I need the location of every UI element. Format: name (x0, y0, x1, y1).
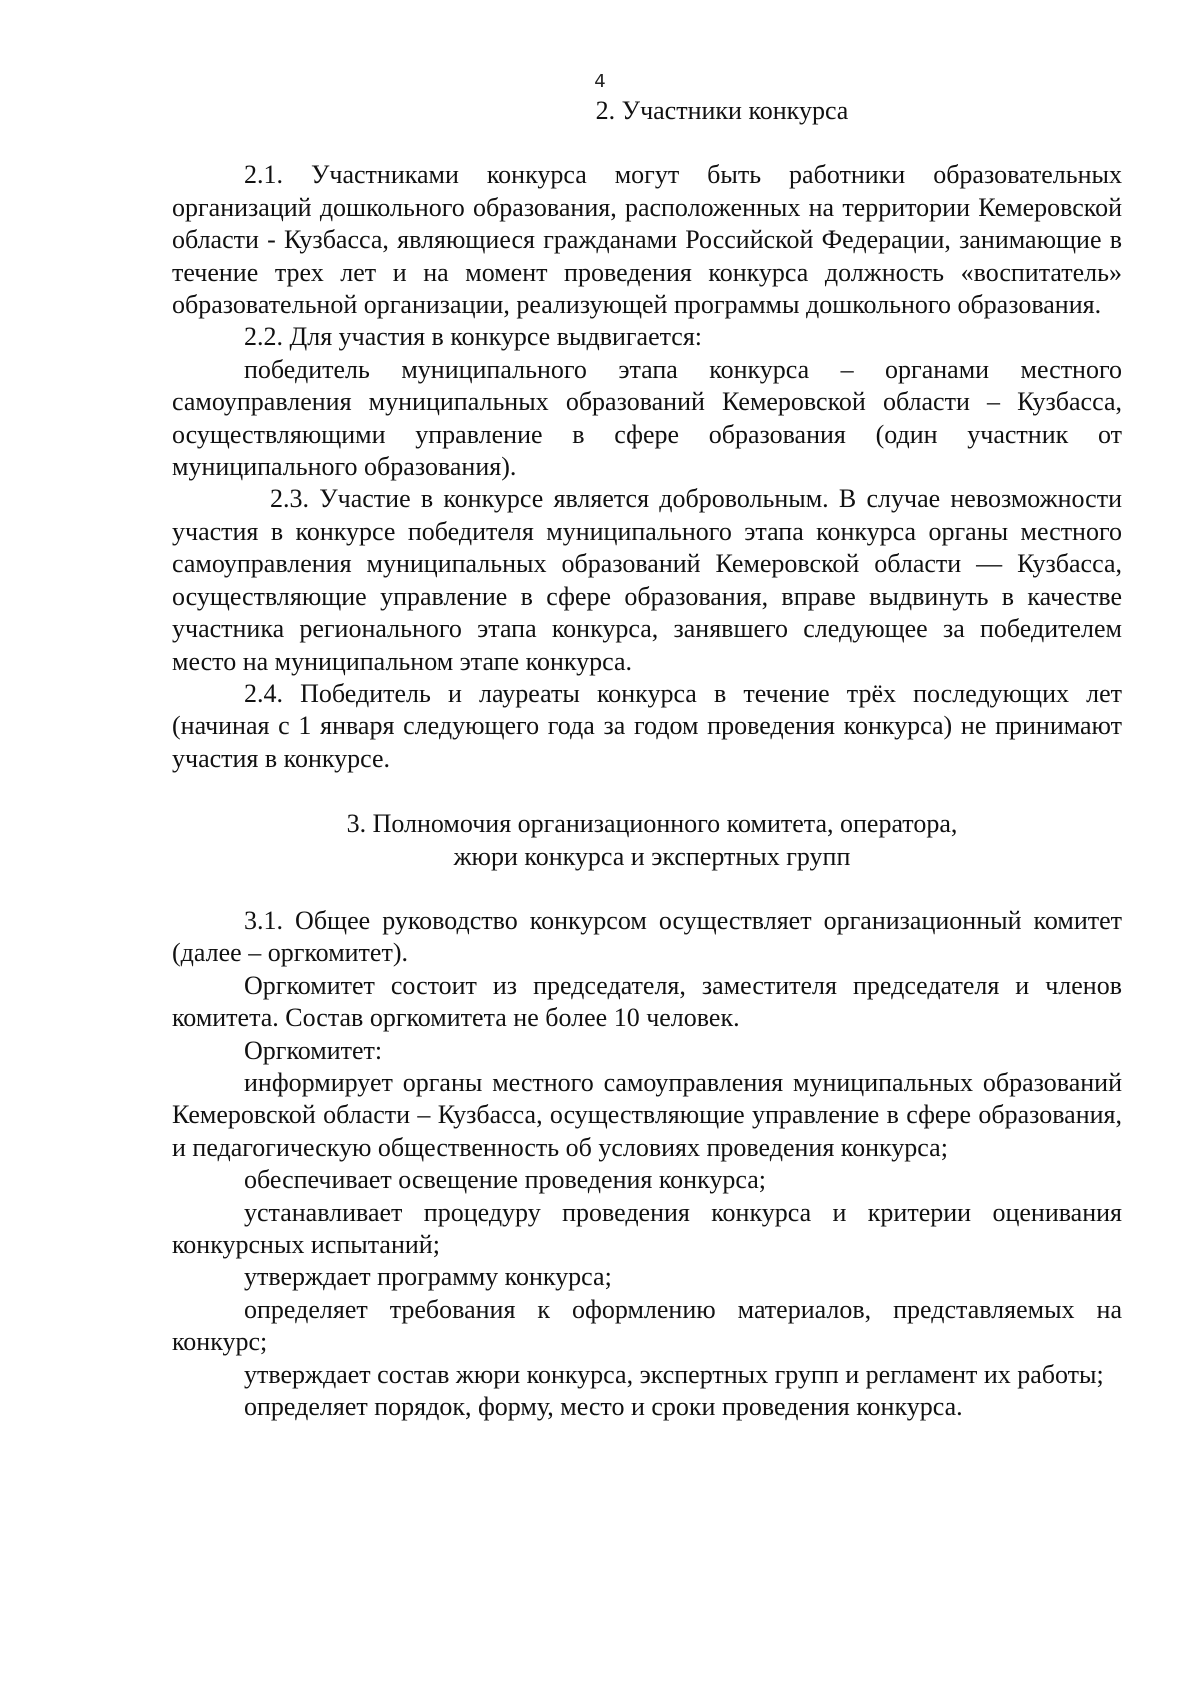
paragraph-committee-composition: Оргкомитет состоит из председателя, заместителя председателя и членов комитета. Состав оргкомитета не более 10 человек. (172, 970, 1122, 1033)
paragraph-2-3: 2.3. Участие в конкурсе является добровольным. В случае невозможности участия в конкурсе победителя муниципального этапа конкурса органы местного самоуправления муниципальных образований Кемеровской области — Кузбасса, осуществляющие управление в сфере образования, вправе выдвинуть в качестве участника регионального этапа конкурса, занявшего следующее за победителем место на муниципальном этапе конкурса. (172, 484, 1122, 676)
paragraph-committee-procedure: устанавливает процедуру проведения конкурса и критерии оценивания конкурсных испытаний; (172, 1197, 1122, 1259)
document-body (172, 95, 1122, 1423)
paragraph-committee-jury: утверждает состав жюри конкурса, экспертных групп и регламент их работы; (244, 1359, 1104, 1389)
section-3-heading-line-2: жюри конкурса и экспертных групп (453, 841, 851, 871)
paragraph-2-2: 2.2. Для участия в конкурсе выдвигается: (244, 322, 703, 352)
section-3-heading-line-1: 3. Полномочия организационного комитета, оператора, (346, 809, 958, 839)
paragraph-committee-coverage: обеспечивает освещение проведения конкурса; (244, 1165, 766, 1195)
paragraph-2-1: 2.1. Участниками конкурса могут быть работники образовательных организаций дошкольного образования, расположенных на территории Кемеровской области - Кузбасса, являющиеся гражданами Российской Федерации, занимающие в течение трех лет и на момент проведения конкурса должность «воспитатель» образовательной организации, реализующей программы дошкольного образования. (172, 160, 1122, 320)
section-2-heading: 2. Участники конкурса (595, 96, 849, 125)
section-3-heading (172, 808, 1122, 873)
paragraph-committee-informs: информирует органы местного самоуправления муниципальных образований Кемеровской области – Кузбасса, осуществляющие управление в сфере образования, и педагогическую общественность об условиях проведения конкурса; (172, 1067, 1122, 1162)
paragraph-committee-program: утверждает программу конкурса; (244, 1262, 612, 1292)
paragraph-committee-label: Оргкомитет: (244, 1035, 383, 1065)
paragraph-2-4: 2.4. Победитель и лауреаты конкурса в течение трёх последующих лет (начиная с 1 января следующего года за годом проведения конкурса) не принимают участия в конкурсе. (172, 678, 1122, 773)
paragraph-3-1: 3.1. Общее руководство конкурсом осуществляет организационный комитет (далее – оргкомитет). (172, 905, 1122, 968)
paragraph-2-2-item: победитель муниципального этапа конкурса – органами местного самоуправления муниципальных образований Кемеровской области – Кузбасса, осуществляющими управление в сфере образования (один участник от муниципального образования). (172, 354, 1122, 482)
paragraph-committee-order: определяет порядок, форму, место и сроки проведения конкурса. (244, 1392, 963, 1422)
page-number: 4 (594, 71, 606, 92)
paragraph-committee-requirements: определяет требования к оформлению материалов, представляемых на конкурс; (172, 1294, 1122, 1357)
